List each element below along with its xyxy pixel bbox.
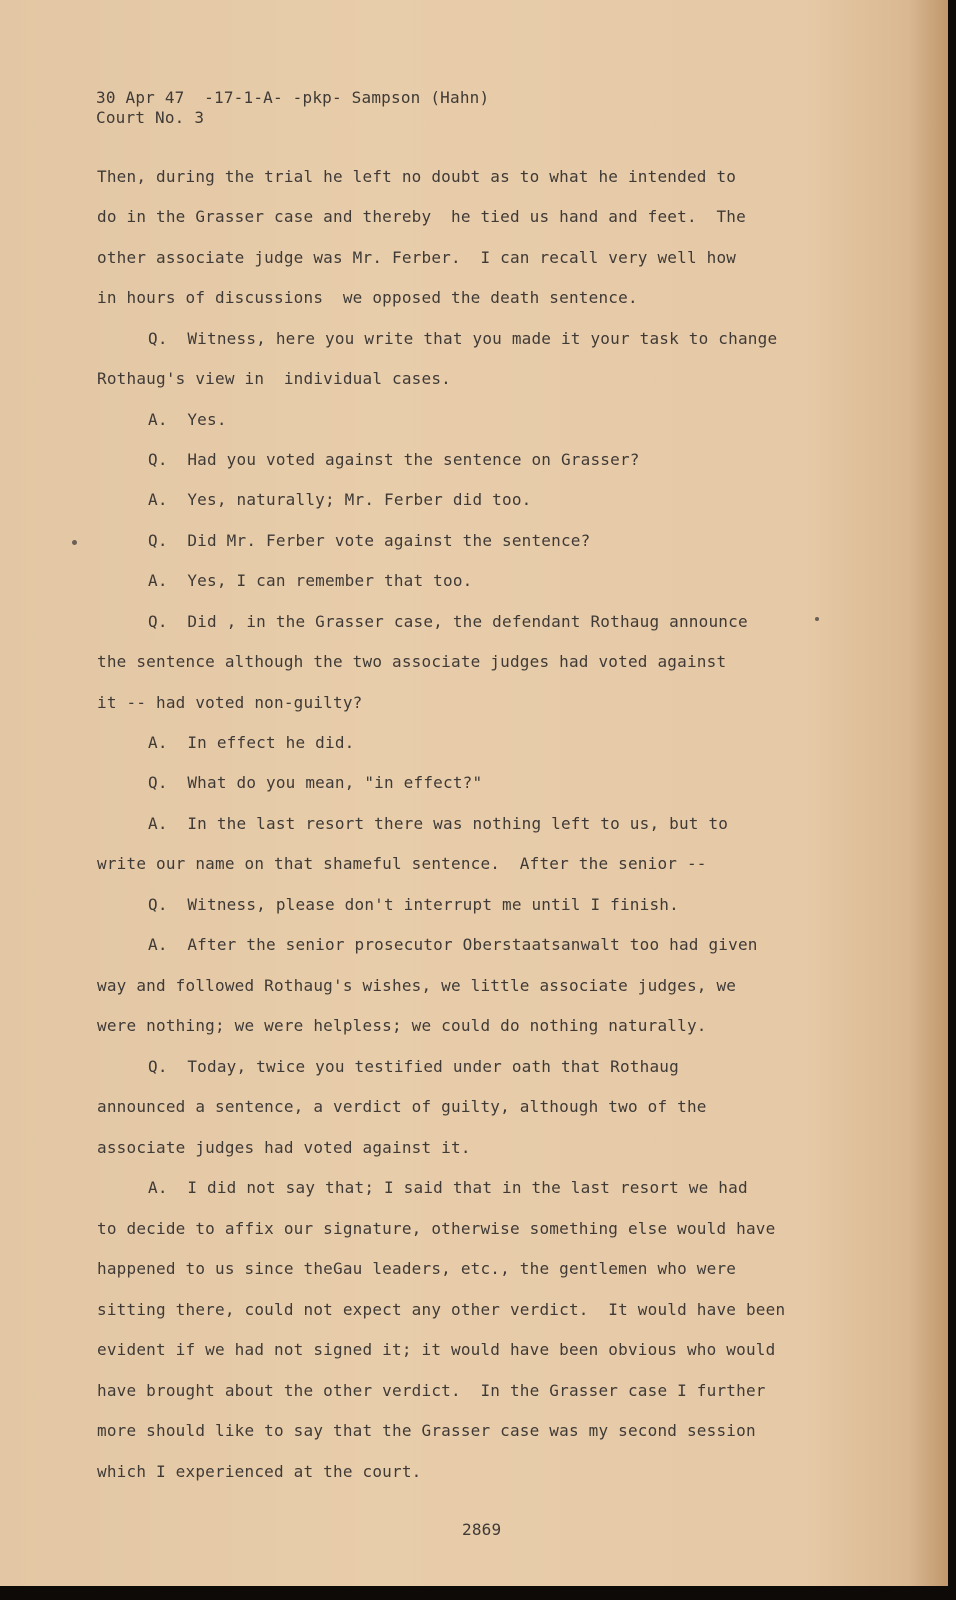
- text-line: more should like to say that the Grasser case was my second session: [97, 1421, 756, 1440]
- text-line: happened to us since theGau leaders, etc., the gentlemen who were: [97, 1259, 737, 1278]
- text-line: Q. Did , in the Grasser case, the defendant Rothaug announce: [148, 612, 748, 631]
- text-line: associate judges had voted against it.: [97, 1138, 471, 1157]
- text-line: it -- had voted non-guilty?: [97, 693, 363, 712]
- text-line: announced a sentence, a verdict of guilty, although two of the: [97, 1097, 707, 1116]
- page-number: 2869: [462, 1520, 502, 1539]
- header-court-line: Court No. 3: [96, 108, 205, 127]
- text-line: Q. Today, twice you testified under oath that Rothaug: [148, 1057, 679, 1076]
- text-line: Q. Had you voted against the sentence on Grasser?: [148, 450, 640, 469]
- text-line: Q. What do you mean, "in effect?": [148, 773, 483, 792]
- header-date-line: 30 Apr 47 -17-1-A- -pkp- Sampson (Hahn): [96, 88, 490, 107]
- text-line: which I experienced at the court.: [97, 1462, 422, 1481]
- text-line: in hours of discussions we opposed the death sentence.: [97, 288, 638, 307]
- text-line: A. Yes, naturally; Mr. Ferber did too.: [148, 490, 532, 509]
- text-line: other associate judge was Mr. Ferber. I can recall very well how: [97, 248, 737, 267]
- text-line: have brought about the other verdict. In the Grasser case I further: [97, 1381, 766, 1400]
- text-line: Then, during the trial he left no doubt as to what he intended to: [97, 167, 737, 186]
- paper-speck: [72, 540, 77, 545]
- paper-speck: [815, 617, 819, 621]
- text-line: A. Yes.: [148, 410, 227, 429]
- text-line: were nothing; we were helpless; we could do nothing naturally.: [97, 1016, 707, 1035]
- text-line: to decide to affix our signature, otherwise something else would have: [97, 1219, 776, 1238]
- text-line: A. In effect he did.: [148, 733, 355, 752]
- text-line: Q. Did Mr. Ferber vote against the sentence?: [148, 531, 591, 550]
- text-line: way and followed Rothaug's wishes, we little associate judges, we: [97, 976, 737, 995]
- text-line: evident if we had not signed it; it would have been obvious who would: [97, 1340, 776, 1359]
- text-line: A. After the senior prosecutor Oberstaatsanwalt too had given: [148, 935, 758, 954]
- text-line: A. Yes, I can remember that too.: [148, 571, 473, 590]
- text-line: the sentence although the two associate judges had voted against: [97, 652, 727, 671]
- text-line: A. In the last resort there was nothing left to us, but to: [148, 814, 729, 833]
- text-line: Q. Witness, please don't interrupt me until I finish.: [148, 895, 679, 914]
- text-line: A. I did not say that; I said that in the last resort we had: [148, 1178, 748, 1197]
- text-line: Rothaug's view in individual cases.: [97, 369, 451, 388]
- text-line: do in the Grasser case and thereby he tied us hand and feet. The: [97, 207, 746, 226]
- text-line: Q. Witness, here you write that you made it your task to change: [148, 329, 778, 348]
- text-line: write our name on that shameful sentence. After the senior --: [97, 854, 707, 873]
- text-line: sitting there, could not expect any other verdict. It would have been: [97, 1300, 786, 1319]
